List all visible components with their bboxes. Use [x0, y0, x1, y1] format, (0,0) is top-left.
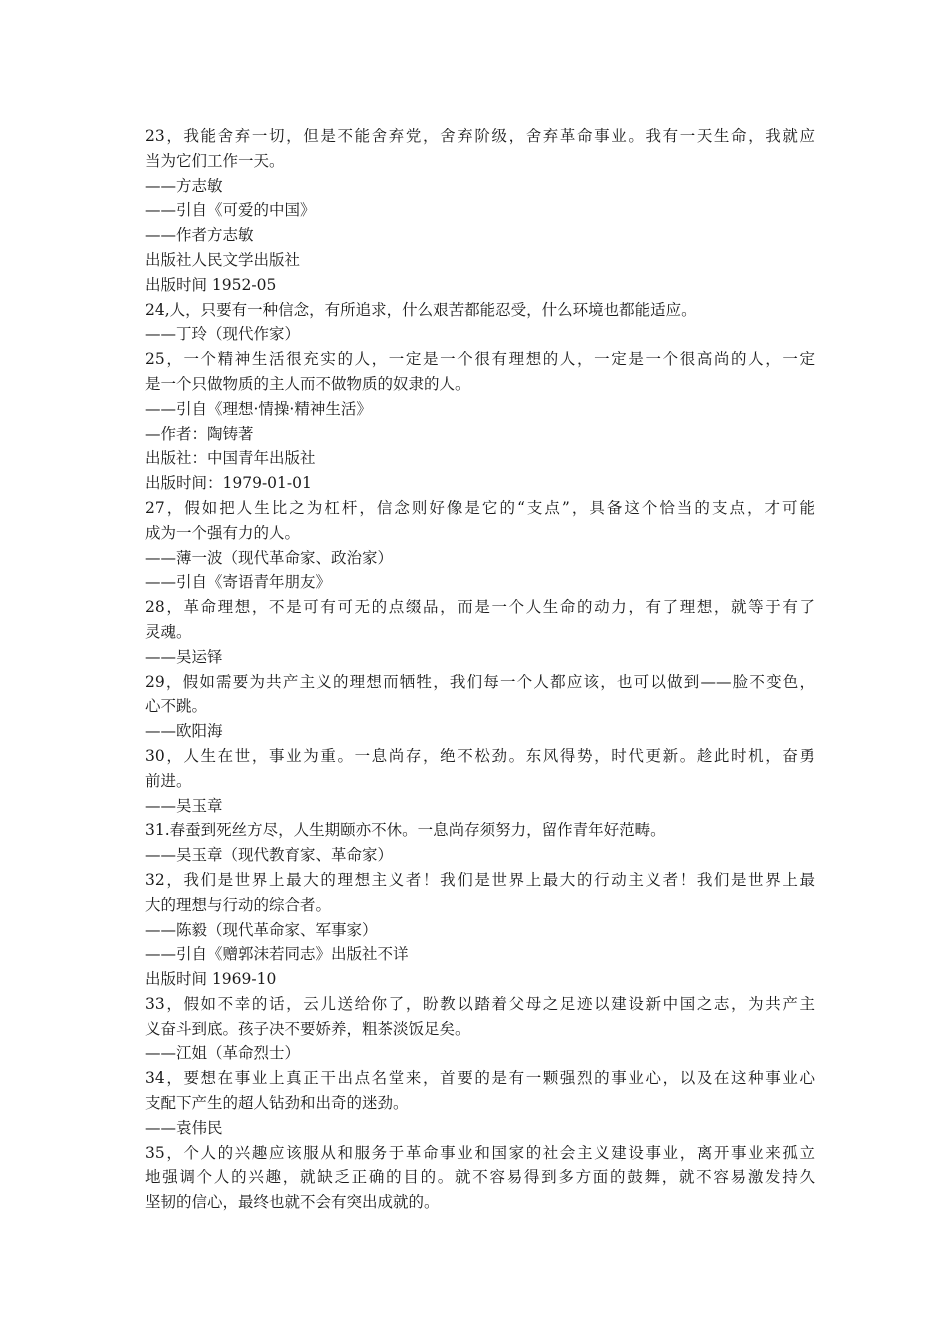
quote-32-line-1: 32，我们是世界上最大的理想主义者！我们是世界上最大的行动主义者！我们是世界上最 [145, 870, 815, 889]
quote-24-line-1: 24,人，只要有一种信念，有所追求，什么艰苦都能忍受，什么环境也都能适应。 [145, 300, 697, 319]
quote-32-line-2: 大的理想与行动的综合者。 [145, 895, 332, 914]
quote-33-line-2: 义奋斗到底。孩子决不要娇养，粗茶淡饭足矣。 [145, 1019, 471, 1038]
publish-date-line: 出版时间 1952-05 [145, 275, 277, 294]
quote-28-line-1: 28，革命理想，不是可有可无的点缀品，而是一个人生命的动力，有了理想，就等于有了 [145, 598, 815, 617]
attribution-source: ——引自《可爱的中国》 [145, 201, 316, 220]
quote-25-line-1: 25，一个精神生活很充实的人，一定是一个很有理想的人，一定是一个很高尚的人，一定 [145, 350, 815, 369]
attribution-source: ——引自《理想·情操·精神生活》 [145, 399, 372, 418]
attribution-source: ——引自《赠郭沫若同志》出版社不详 [145, 945, 409, 964]
publisher-line: 出版社人民文学出版社 [145, 250, 301, 269]
attribution-author: ——袁伟民 [145, 1118, 223, 1137]
quote-23-line-1: 23，我能舍弃一切，但是不能舍弃党，舍弃阶级，舍弃革命事业。我有一天生命，我就应 [145, 127, 815, 145]
attribution-author: —作者：陶铸著 [145, 424, 254, 443]
attribution-author: ——江姐（革命烈士） [145, 1044, 301, 1063]
attribution-author: ——吴玉章（现代教育家、革命家） [145, 846, 394, 865]
attribution-author: ——丁玲（现代作家） [145, 325, 301, 344]
quote-31-line-1: 31.春蚕到死丝方尽，人生期颐亦不休。一息尚存须努力，留作青年好范畴。 [145, 821, 666, 840]
publish-date-line: 出版时间：1979-01-01 [145, 474, 312, 493]
quote-35-line-2: 地强调个人的兴趣，就缺乏正确的目的。就不容易得到多方面的鼓舞，就不容易激发持久 [145, 1168, 815, 1187]
quote-29-line-2: 心不跳。 [145, 697, 208, 716]
quote-35-line-3: 坚韧的信心，最终也就不会有突出成就的。 [145, 1193, 440, 1212]
quote-29-line-1: 29，假如需要为共产主义的理想而牺牲，我们每一个人都应该，也可以做到——脸不变色， [145, 672, 815, 691]
attribution-author: ——吴玉章 [145, 796, 223, 815]
attribution-author: ——作者方志敏 [145, 226, 254, 245]
attribution-author: ——薄一波（现代革命家、政治家） [145, 548, 394, 567]
attribution-author: ——吴运铎 [145, 647, 223, 666]
quote-30-line-1: 30，人生在世，事业为重。一息尚存，绝不松劲。东风得势，时代更新。趁此时机，奋勇 [145, 746, 815, 765]
attribution-author: ——方志敏 [145, 176, 223, 195]
quote-27-line-1: 27，假如把人生比之为杠杆，信念则好像是它的“支点”，具备这个恰当的支点，才可能 [145, 498, 815, 517]
publisher-line: 出版社：中国青年出版社 [145, 449, 316, 468]
quote-27-line-2: 成为一个强有力的人。 [145, 523, 301, 542]
quote-34-line-2: 支配下产生的超人钻劲和出奇的迷劲。 [145, 1094, 409, 1113]
quote-33-line-1: 33，假如不幸的话，云儿送给你了，盼教以踏着父母之足迹以建设新中国之志，为共产主 [145, 994, 815, 1013]
quote-35-line-1: 35，个人的兴趣应该服从和服务于革命事业和国家的社会主义建设事业，离开事业来孤立 [145, 1143, 815, 1162]
publish-date-line: 出版时间 1969-10 [145, 970, 277, 989]
attribution-source: ——引自《寄语青年朋友》 [145, 573, 332, 592]
quote-25-line-2: 是一个只做物质的主人而不做物质的奴隶的人。 [145, 374, 471, 393]
quote-34-line-1: 34，要想在事业上真正干出点名堂来，首要的是有一颗强烈的事业心，以及在这种事业心 [145, 1069, 815, 1088]
document-body [145, 124, 815, 1215]
quote-30-line-2: 前进。 [145, 771, 192, 790]
attribution-author: ——陈毅（现代革命家、军事家） [145, 920, 378, 939]
attribution-author: ——欧阳海 [145, 722, 223, 741]
quote-28-line-2: 灵魂。 [145, 622, 192, 641]
quote-23-line-2: 当为它们工作一天。 [145, 151, 285, 170]
